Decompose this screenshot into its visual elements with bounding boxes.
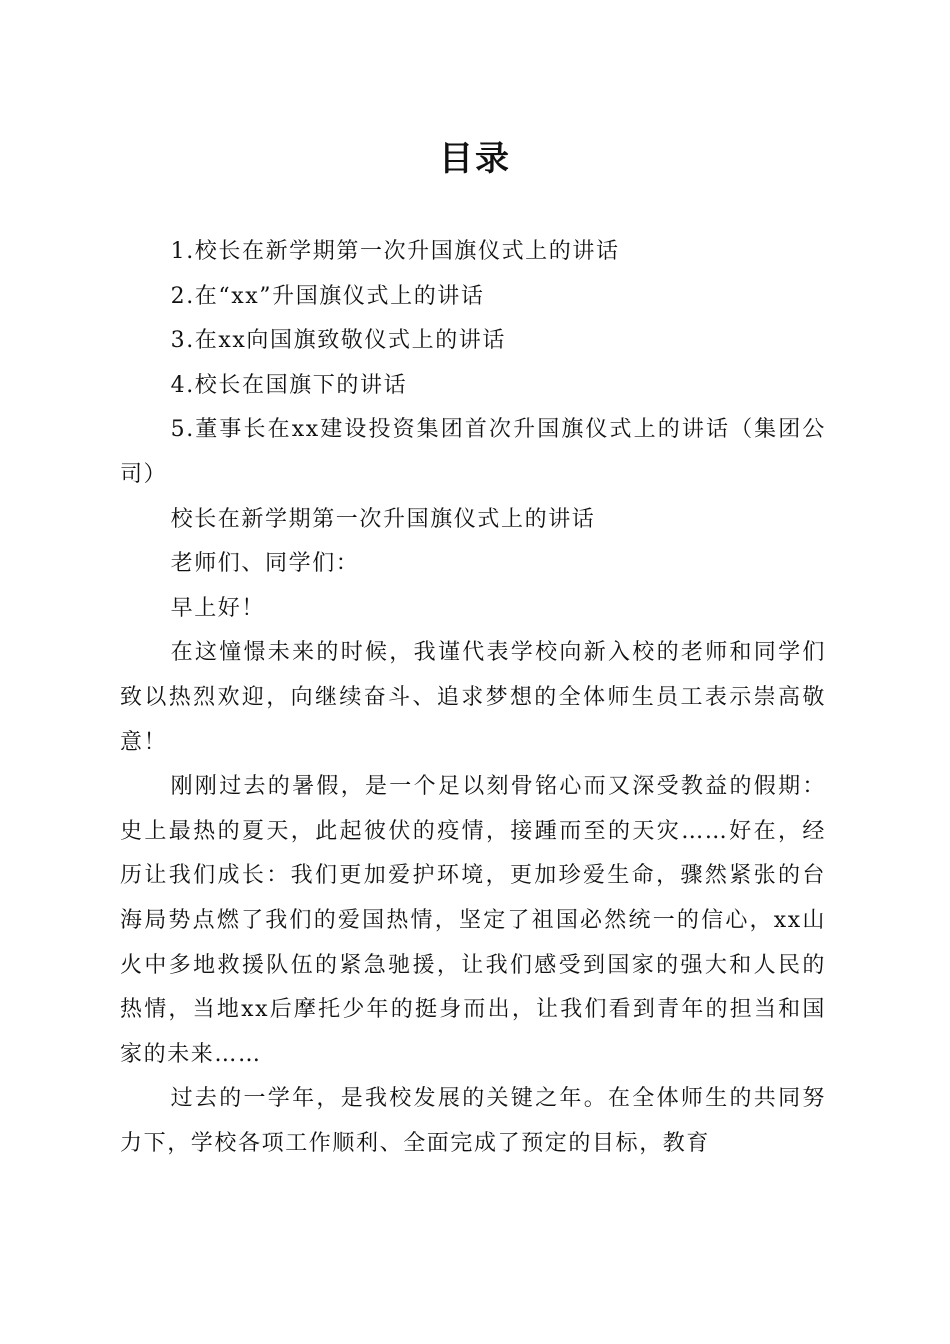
speech-title: 校长在新学期第一次升国旗仪式上的讲话 — [170, 506, 596, 532]
salutation: 老师们、同学们： — [170, 551, 360, 577]
greeting: 早上好！ — [170, 595, 265, 621]
toc-item: 2.在“xx”升国旗仪式上的讲话 — [170, 283, 485, 309]
body-paragraph: 刚刚过去的暑假，是一个足以刻骨铭心而又深受教益的假期：史上最热的夏天，此起彼伏的疫情，接踵而至的天灾……好在，经历让我们成长：我们更加爱护环境，更加珍爱生命，骤然紧张的台海局势点燃了我们的爱国热情，坚定了祖国必然统一的信心，xx山火中多地救援队伍的紧急驰援，让我们感受到国家的强大和人民的热情，当地xx后摩托少年的挺身而出，让我们看到青年的担当和国家的未来…… — [120, 774, 826, 1067]
table-of-contents — [120, 230, 826, 498]
body-paragraph: 在这憧憬未来的时候，我谨代表学校向新入校的老师和同学们致以热烈欢迎，向继续奋斗、追求梦想的全体师生员工表示崇高敬意！ — [120, 640, 826, 755]
document-body — [120, 230, 826, 1166]
toc-item: 1.校长在新学期第一次升国旗仪式上的讲话 — [170, 239, 620, 264]
toc-item: 5.董事长在xx建设投资集团首次升国旗仪式上的讲话（集团公司） — [120, 417, 826, 487]
toc-item: 4.校长在国旗下的讲话 — [170, 372, 408, 398]
page-title: 目录 — [439, 139, 511, 179]
body-paragraph: 过去的一学年，是我校发展的关键之年。在全体师生的共同努力下，学校各项工作顺利、全面完成了预定的目标，教育 — [120, 1086, 826, 1156]
toc-item: 3.在xx向国旗致敬仪式上的讲话 — [170, 328, 506, 354]
